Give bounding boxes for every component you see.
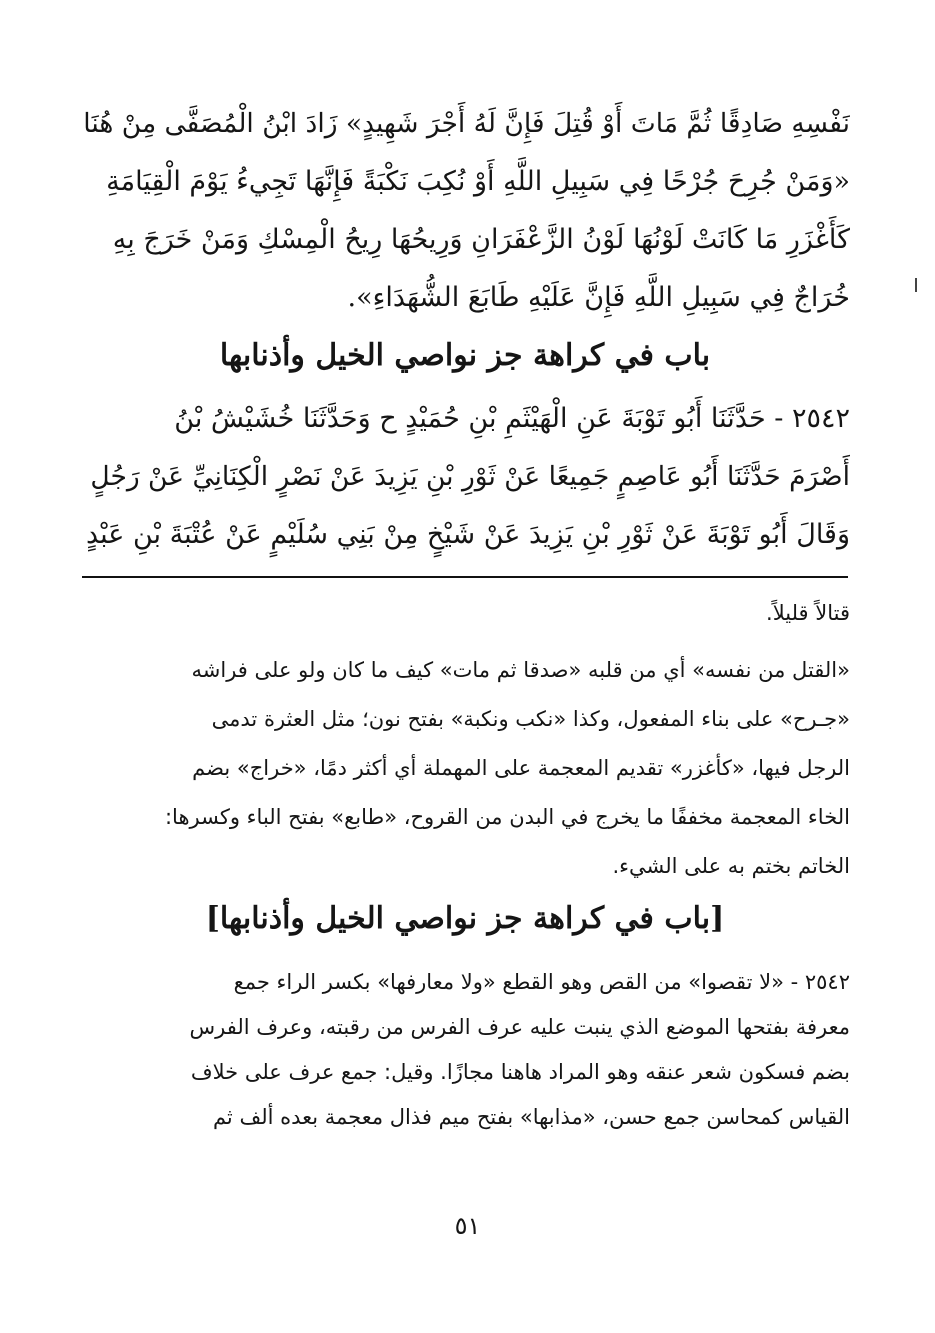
- commentary-line: القياس كمحاسن جمع حسن، «مذابها» بفتح ميم فذال معجمة بعده ألف ثم: [212, 1105, 850, 1129]
- commentary-line: قتالاً قليلاً.: [766, 601, 850, 625]
- commentary-line: ٢٥٤٢ - «لا تقصوا» من القص وهو القطع «ولا معارفها» بكسر الراء جمع: [233, 970, 850, 994]
- hadith-line: «وَمَنْ جُرِحَ جُرْحًا فِي سَبِيلِ اللَّهِ أَوْ نُكِبَ نَكْبَةً فَإِنَّهَا تَجِيءُ يَوْمَ الْقِيَامَةِ: [106, 166, 850, 197]
- hadith-line: كَأَغْزَرِ مَا كَانَتْ لَوْنُهَا لَوْنُ الزَّعْفَرَانِ وَرِيحُهَا رِيحُ الْمِسْكِ وَمَنْ خَرَجَ بِهِ: [112, 224, 850, 255]
- commentary-block-2: [80, 646, 850, 891]
- hadith-line: أَصْرَمَ حَدَّثَنَا أَبُو عَاصِمٍ جَمِيعًا عَنْ ثَوْرِ بْنِ يَزِيدَ عَنْ نَصْرٍ الْكِنَانِيِّ عَنْ رَجُلٍ: [90, 461, 850, 492]
- chapter-title: باب في كراهة جز نواصي الخيل وأذنابها: [219, 338, 711, 373]
- footnote-divider: [82, 576, 848, 578]
- hadith-text-top: [80, 95, 850, 327]
- hadith-line: وَقَالَ أَبُو تَوْبَةَ عَنْ ثَوْرِ بْنِ يَزِيدَ عَنْ شَيْخٍ مِنْ بَنِي سُلَيْمٍ عَنْ عُتْبَةَ بْنِ عَبْدٍ: [85, 519, 850, 550]
- scan-mark: [915, 278, 917, 292]
- hadith-line: نَفْسِهِ صَادِقًا ثُمَّ مَاتَ أَوْ قُتِلَ فَإِنَّ لَهُ أَجْرَ شَهِيدٍ» زَادَ ابْنُ الْمُصَفَّى مِنْ هُنَا: [83, 108, 850, 139]
- page-number: ٥١: [454, 1212, 481, 1240]
- commentary-line: الخاتم بختم به على الشيء.: [612, 854, 850, 878]
- commentary-line: الرجل فيها، «كأغزر» تقديم المعجمة على المهملة أي أكثر دمًا، «خراج» بضم: [192, 756, 850, 780]
- commentary-line: «جـرح» على بناء المفعول، وكذا «نكب ونكبة» بفتح نون؛ مثل العثرة تدمى: [211, 707, 850, 731]
- commentary-line: بضم فسكون شعر عنقه وهو المراد هاهنا مجازًا. وقيل: جمع عرف على خلاف: [190, 1060, 850, 1084]
- hadith-2542: [80, 390, 850, 564]
- hadith-line: ٢٥٤٢ - حَدَّثَنَا أَبُو تَوْبَةَ عَنِ الْهَيْثَمِ بْنِ حُمَيْدٍ ح وَحَدَّثَنَا خُشَيْشُ بْنُ: [174, 403, 850, 434]
- commentary-line: الخاء المعجمة مخففًا ما يخرج في البدن من القروح، «طابع» بفتح الباء وكسرها:: [164, 805, 850, 829]
- commentary-line: «القتل من نفسه» أي من قلبه «صدقا ثم مات» كيف ما كان ولو على فراشه: [191, 658, 850, 682]
- commentary-chapter-title: [باب في كراهة جز نواصي الخيل وأذنابها]: [205, 901, 725, 936]
- commentary-block-3: [80, 960, 850, 1140]
- hadith-line: خُرَاجٌ فِي سَبِيلِ اللَّهِ فَإِنَّ عَلَيْهِ طَابَعَ الشُّهَدَاءِ».: [347, 282, 850, 313]
- commentary-line: معرفة بفتحها الموضع الذي ينبت عليه عرف الفرس من رقبته، وعرف الفرس: [189, 1015, 850, 1039]
- commentary-block-1: [80, 586, 850, 640]
